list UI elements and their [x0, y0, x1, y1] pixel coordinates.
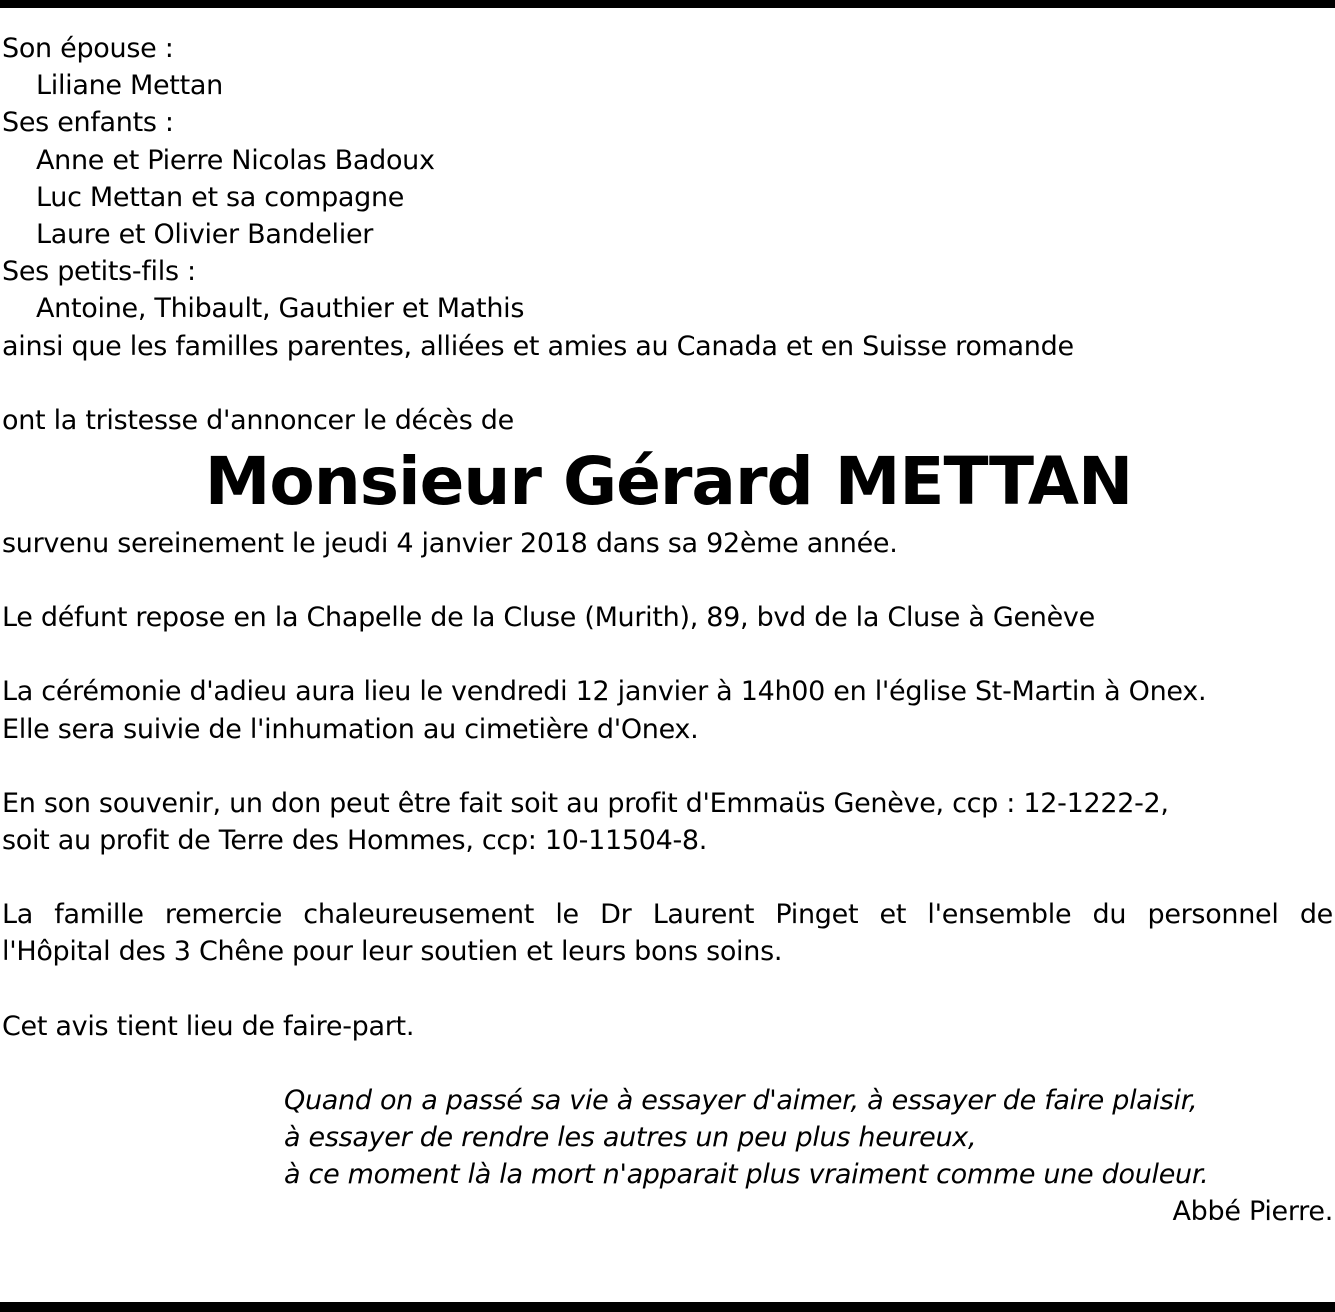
announce-line: ont la tristesse d'annoncer le décès de — [2, 404, 514, 436]
ceremony-line: La cérémonie d'adieu aura lieu le vendredi 12 janvier à 14h00 en l'église St-Martin à Onex. — [2, 676, 1207, 708]
family-label-spouse: Son épouse : — [2, 33, 174, 64]
repose-line: Le défunt repose en la Chapelle de la Cluse (Murith), 89, bvd de la Cluse à Genève — [2, 602, 1095, 634]
quote-line: Quand on a passé sa vie à essayer d'aimer, à essayer de faire plaisir, — [284, 1084, 1198, 1116]
deceased-name: Monsieur Gérard METTAN — [204, 443, 1133, 521]
top-rule — [0, 0, 1335, 8]
donation-line: En son souvenir, un don peut être fait soit au profit d'Emmaüs Genève, ccp : 12-1222-2, — [2, 787, 1169, 819]
thanks-line: La famille remercie chaleureusement le Dr Laurent Pinget et l'ensemble du personnel de — [2, 899, 1333, 931]
family-label-children: Ses enfants : — [2, 107, 174, 139]
death-line: survenu sereinement le jeudi 4 janvier 2018 dans sa 92ème année. — [2, 528, 898, 560]
family-label-grandchildren: Ses petits-fils : — [2, 256, 196, 288]
family-member: Anne et Pierre Nicolas Badoux — [36, 144, 435, 176]
family-member: Luc Mettan et sa compagne — [36, 181, 405, 213]
quote-line: à ce moment là la mort n'apparait plus vraiment comme une douleur. — [284, 1159, 1209, 1191]
family-member: Laure et Olivier Bandelier — [36, 219, 374, 251]
notice-line: Cet avis tient lieu de faire-part. — [2, 1010, 415, 1042]
relatives-line: ainsi que les familles parentes, alliées et amies au Canada et en Suisse romande — [2, 330, 1074, 362]
thanks-line: l'Hôpital des 3 Chêne pour leur soutien et leurs bons soins. — [2, 936, 783, 968]
family-member: Liliane Mettan — [36, 70, 223, 102]
donation-line: soit au profit de Terre des Hommes, ccp: 10-11504-8. — [2, 825, 708, 857]
bottom-rule — [0, 1302, 1335, 1312]
ceremony-line: Elle sera suivie de l'inhumation au cimetière d'Onex. — [2, 713, 699, 745]
family-member: Antoine, Thibault, Gauthier et Mathis — [36, 293, 525, 325]
thanks-paragraph — [2, 896, 1333, 970]
quote-author: Abbé Pierre. — [1172, 1196, 1333, 1228]
obituary-notice — [2, 30, 1333, 1231]
quote-line: à essayer de rendre les autres un peu plus heureux, — [284, 1122, 977, 1154]
